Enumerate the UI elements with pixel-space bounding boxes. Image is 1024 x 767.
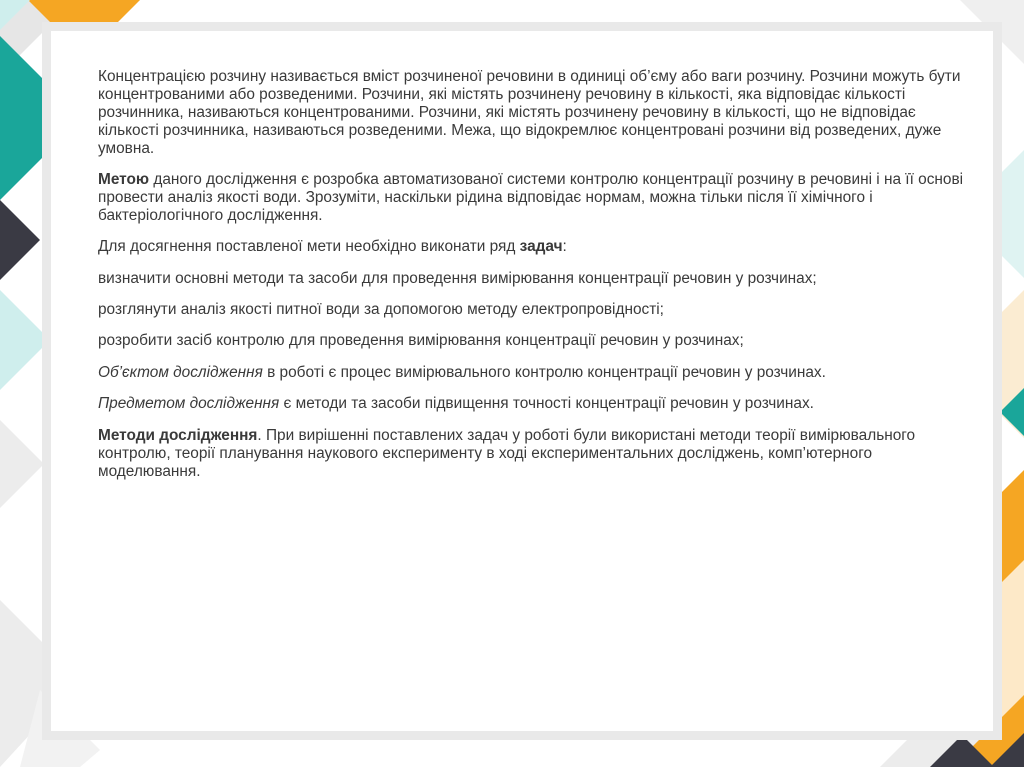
- task-item: розглянути аналіз якості питної води за допомогою методу електропровідності;: [98, 301, 664, 319]
- goal-paragraph: Метою даного дослідження є розробка автоматизованої системи контролю концентрації розчину в речовині і на її основі провести аналіз якості води. Зрозуміти, наскільки рідина відповідає нормам, можна тільки після її хімічного і бактеріологічного дослідження.: [98, 171, 964, 224]
- methods-label: Методи дослідження: [98, 426, 258, 444]
- dark-triangle-left: [0, 200, 40, 280]
- task-item: розробити засіб контролю для проведення вимірювання концентрації речовин у розчинах;: [98, 332, 744, 350]
- subject-paragraph: Предметом дослідження є методи та засоби підвищення точності концентрації речовин у розчинах.: [98, 395, 814, 413]
- slide-text: [98, 68, 970, 494]
- light-gray-triangle-left: [0, 420, 44, 508]
- subject-label: Предметом дослідження: [98, 395, 280, 413]
- object-label: Об’єктом дослідження: [98, 363, 263, 381]
- tasks-intro: Для досягнення поставленої мети необхідно виконати ряд задач:: [98, 238, 567, 256]
- goal-label: Метою: [98, 171, 150, 189]
- object-paragraph: Об’єктом дослідження в роботі є процес вимірювального контролю концентрації речовин у розчинах.: [98, 363, 826, 381]
- task-item: визначити основні методи та засоби для проведення вимірювання концентрації речовин у розчинах;: [98, 269, 817, 287]
- tasks-label: задач: [519, 238, 563, 256]
- methods-paragraph: Методи дослідження. При вирішенні поставлених задач у роботі були використані методи теорії вимірювального контролю, теорії планування наукового експерименту в ході експериментальних досліджень, комп’ютерного моделювання.: [98, 426, 916, 480]
- definition-paragraph: Концентрацією розчину називається вміст розчиненої речовини в одиниці об’єму або ваги розчину. Розчини можуть бути концентрованими або розведеними. Розчини, які містять розчинену речовину в кількості, яка відповідає кількості розчинника, називаються концентрованими. Розчини, які містять розчинену речовину в кількості, що не відповідає кількості розчинника, називаються розведеними. Межа, що відокремлює концентровані розчини від розведених, дуже умовна.: [98, 68, 961, 157]
